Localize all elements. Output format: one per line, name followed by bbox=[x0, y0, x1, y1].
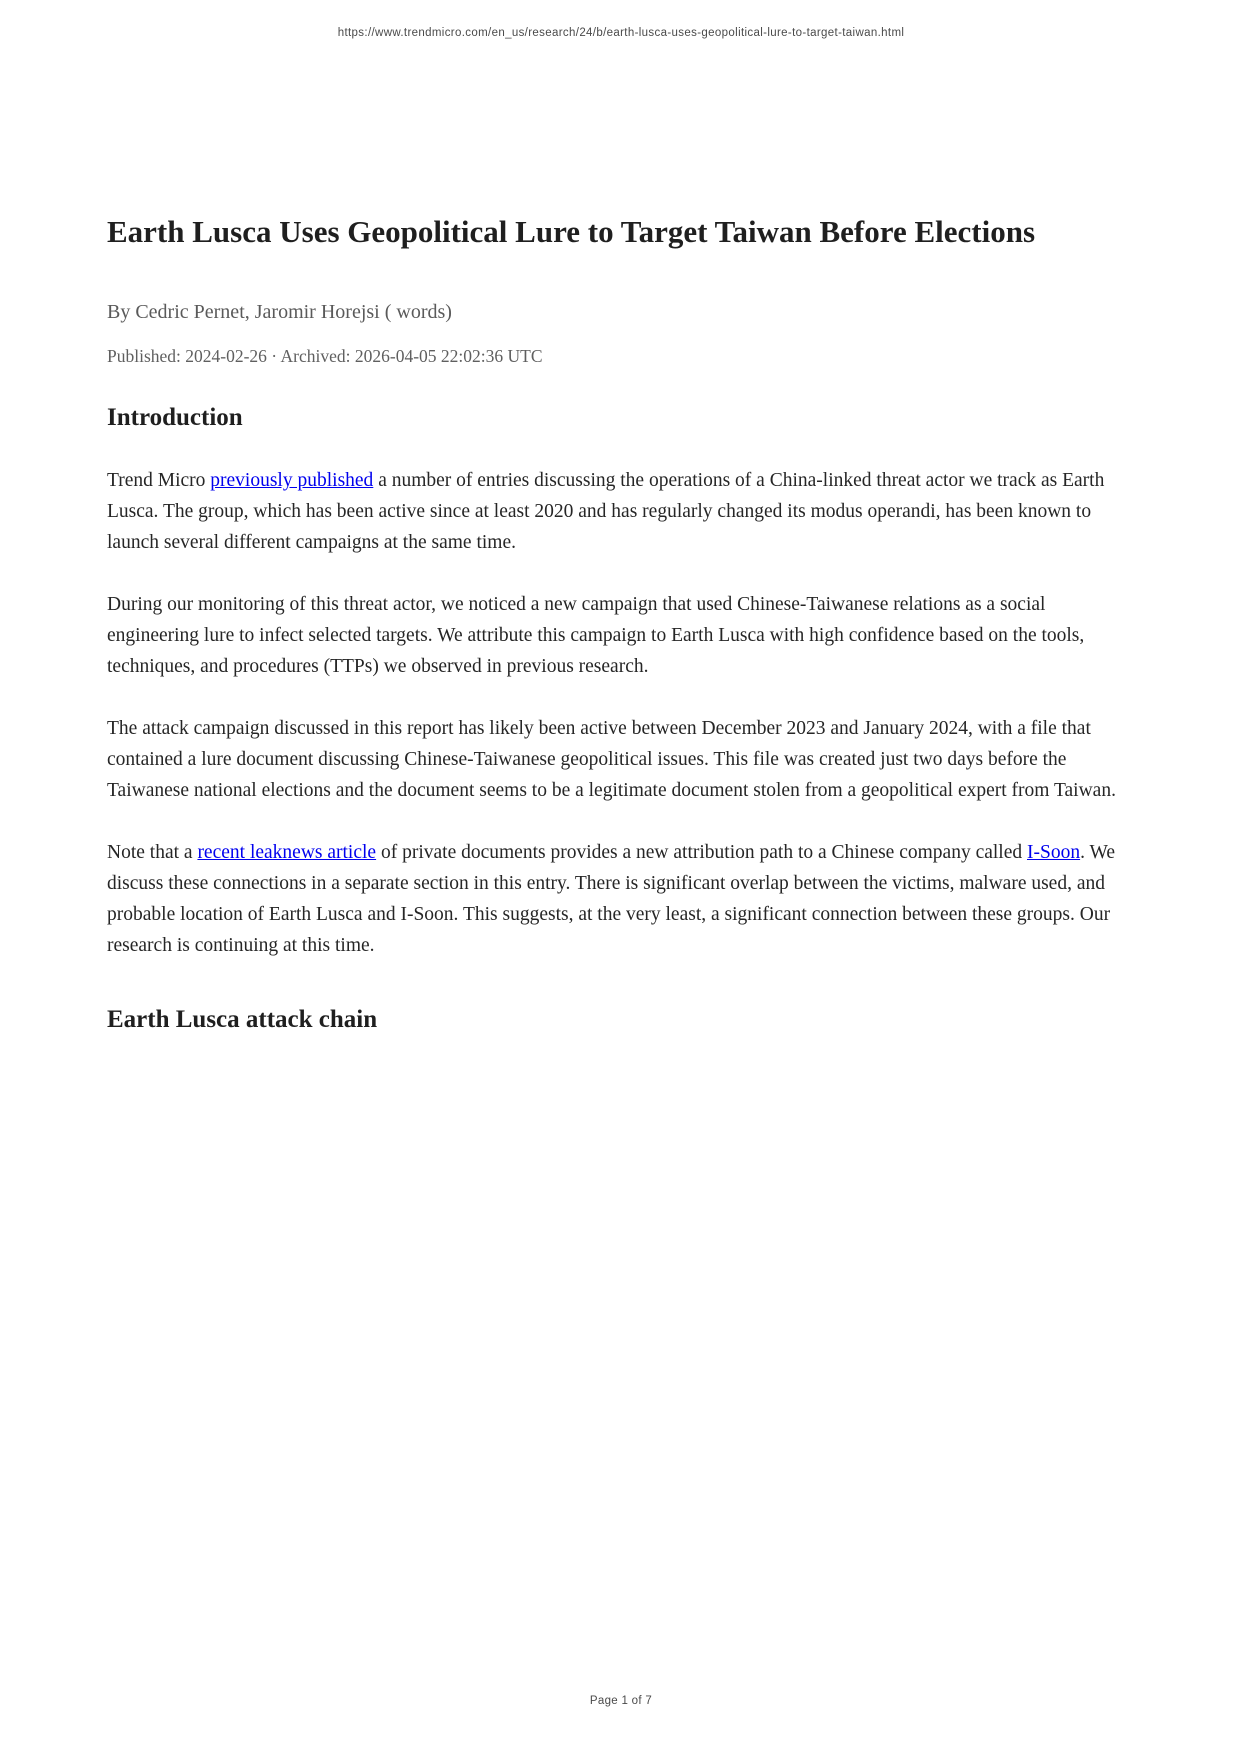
article-published-archived-meta: Published: 2024-02-26 · Archived: 2026-04-05 22:02:36 UTC bbox=[107, 346, 543, 366]
article bbox=[107, 0, 1137, 1037]
article-paragraph bbox=[107, 713, 1137, 806]
paragraph-text: of private documents provides a new attribution path to a Chinese company called bbox=[376, 842, 1027, 863]
article-byline: By Cedric Pernet, Jaromir Horejsi ( words) bbox=[107, 301, 452, 323]
article-paragraph bbox=[107, 837, 1137, 961]
i-soon-link[interactable]: I-Soon bbox=[1027, 842, 1081, 863]
article-title: Earth Lusca Uses Geopolitical Lure to Target Taiwan Before Elections bbox=[107, 214, 1036, 249]
paragraph-text: Note that a bbox=[107, 842, 198, 863]
section-heading-introduction: Introduction bbox=[107, 404, 243, 431]
print-header-url: https://www.trendmicro.com/en_us/research/24/b/earth-lusca-uses-geopolitical-lure-to-target-taiwan.html bbox=[337, 27, 905, 39]
intro-paragraphs bbox=[107, 465, 1137, 961]
paragraph-text: The attack campaign discussed in this report has likely been active between December 2023 and January 2024, with a file that contained a lure document discussing Chinese-Taiwanese geopolitical issues. This file was created just two days before the Taiwanese national elections and the document seems to be a legitimate document stolen from a geopolitical expert from Taiwan. bbox=[107, 718, 1116, 801]
article-paragraph bbox=[107, 465, 1137, 558]
previously-published-link[interactable]: previously published bbox=[210, 470, 374, 491]
article-paragraph bbox=[107, 589, 1137, 682]
recent-leaknews-article-link[interactable]: recent leaknews article bbox=[197, 842, 377, 863]
print-footer-page-number: Page 1 of 7 bbox=[589, 1695, 653, 1707]
section-heading-attack-chain: Earth Lusca attack chain bbox=[107, 1006, 378, 1033]
paragraph-text: Trend Micro bbox=[107, 470, 211, 491]
paragraph-text: a number of entries discussing the operations of a China-linked threat actor we track as Earth Lusca. The group, which has been active since at least 2020 and has regularly changed its modus operandi, has been known to launch several different campaigns at the same time. bbox=[107, 470, 1105, 553]
paragraph-text: . We discuss these connections in a separate section in this entry. There is significant overlap between the victims, malware used, and probable location of Earth Lusca and I-Soon. This suggests, at the very least, a significant connection between these groups. Our research is continuing at this time. bbox=[107, 842, 1115, 956]
paragraph-text: During our monitoring of this threat actor, we noticed a new campaign that used Chinese-Taiwanese relations as a social engineering lure to infect selected targets. We attribute this campaign to Earth Lusca with high confidence based on the tools, techniques, and procedures (TTPs) we observed in previous research. bbox=[107, 594, 1085, 677]
